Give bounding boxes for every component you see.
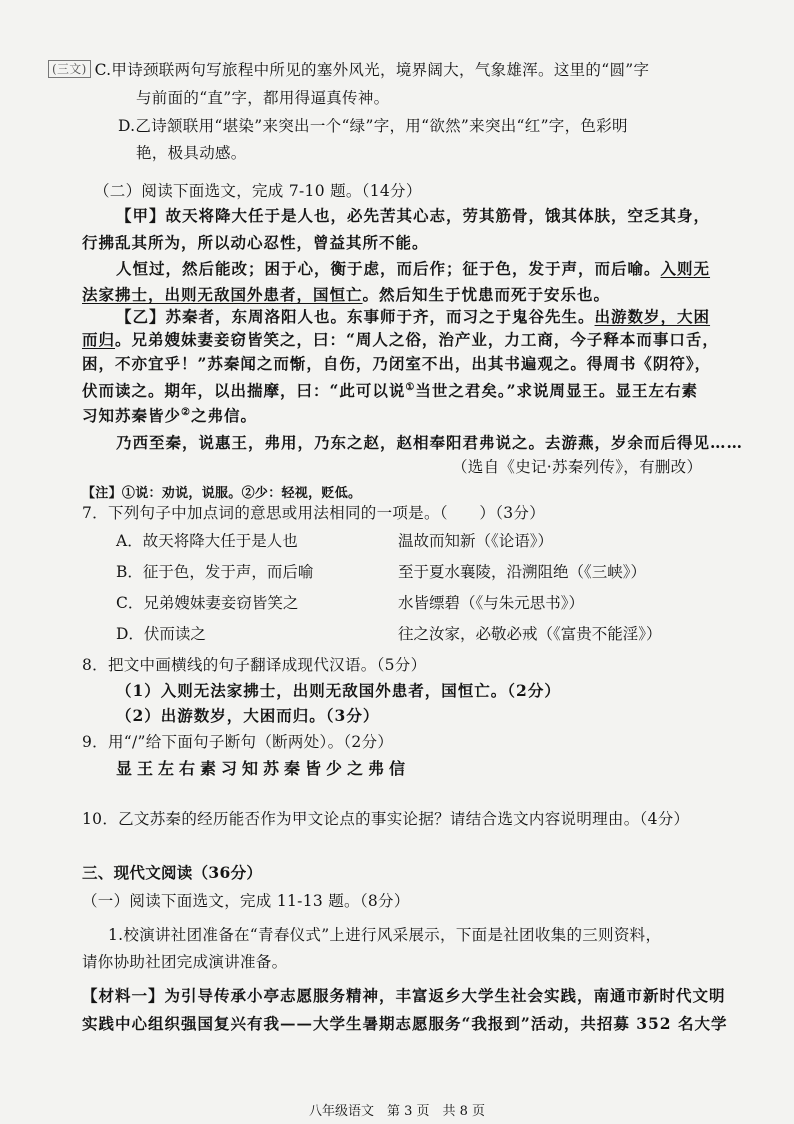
- jia-p1-line2: 行拂乱其所为，所以动心忍性，曾益其所不能。: [82, 233, 429, 252]
- q9-sentence: 显王左右素习知苏秦皆少之弗信: [116, 759, 411, 778]
- yi-line6: 乃西至秦，说惠王，弗用，乃东之赵，赵相奉阳君弗说之。去游燕，岁余而后得见……: [116, 433, 744, 452]
- option-c-line2: 与前面的“直”字，都用得逼真传神。: [136, 89, 390, 107]
- q7-option-b-right: 至于夏水襄陵，沿溯阻绝（《三峡》）: [398, 563, 647, 581]
- yi-line3: 困，不亦宜乎！”苏秦闻之而惭，自伤，乃闭室不出，出其书遍观之。得周书《阴符》，: [82, 354, 712, 373]
- q7-stem: 7．下列句子中加点词的意思或用法相同的一项是。（ ）（3分）: [82, 504, 546, 522]
- option-d-line1: D.乙诗颔联用“堪染”来突出一个“绿”字，用“欲然”来突出“红”字，色彩明: [118, 117, 628, 135]
- option-d-line2: 艳，极具动感。: [136, 144, 247, 162]
- underlined-sentence-2b: 而归: [82, 330, 116, 349]
- jia-p2-line2: 法家拂士，出则无敌国外患者，国恒亡。然后知生于忧患而死于安乐也。: [82, 285, 611, 304]
- header-stamp: (三文): [48, 60, 91, 78]
- q7-option-b-left: B．征于色，发于声，而后喻: [116, 563, 314, 581]
- q8-sentence-2: （2）出游数岁，大困而归。（3分）: [116, 706, 380, 725]
- intro-line2: 请你协助社团完成演讲准备。: [82, 953, 288, 971]
- yi-line1: 【乙】苏秦者，东周洛阳人也。东事师于齐，而习之于鬼谷先生。出游数岁，大困: [116, 307, 711, 326]
- option-c-line1: (三文) C.甲诗颈联两句写旅程中所见的塞外风光，境界阔大，气象雄浑。这里的“圆”字: [48, 59, 649, 81]
- q7-option-a-right: 温故而知新（《论语》）: [398, 532, 554, 550]
- underlined-sentence-1a: 入则无: [660, 259, 711, 278]
- material-1-line1: 【材料一】为引导传承小亭志愿服务精神，丰富返乡大学生社会实践，南通市新时代文明: [82, 986, 726, 1005]
- q7-option-d-left: D．伏而读之: [116, 625, 206, 643]
- q10-stem: 10．乙文苏秦的经历能否作为甲文论点的事实论据？请结合选文内容说明理由。（4分）: [82, 810, 690, 828]
- yi-line5: 习知苏秦皆少②之弗信。: [82, 406, 257, 426]
- underlined-sentence-1b: 法家拂士，出则无敌国外患者，国恒亡: [82, 285, 363, 304]
- source-citation: （选自《史记·苏秦列传》，有删改）: [452, 458, 703, 476]
- yi-line4: 伏而读之。期年，以出揣摩，曰：“此可以说①当世之君矣。”求说周显王。显王左右素: [82, 381, 699, 401]
- q8-sentence-1: （1）入则无法家拂士，出则无敌国外患者，国恒亡。（2分）: [116, 681, 561, 700]
- footnote: 【注】①说：劝说，说服。②少：轻视，贬低。: [82, 486, 362, 501]
- jia-label: 【甲】: [116, 206, 166, 225]
- q7-option-c-right: 水皆缥碧（《与朱元思书》）: [398, 594, 585, 612]
- q7-option-d-right: 往之汝家，必敬必戒（《富贵不能淫》）: [398, 625, 662, 643]
- intro-line1: 1.校演讲社团准备在“青春仪式”上进行风采展示，下面是社团收集的三则资料，: [108, 926, 662, 944]
- jia-p1-line1: 【甲】故天将降大任于是人也，必先苦其心志，劳其筋骨，饿其体肤，空乏其身，: [116, 206, 711, 225]
- underlined-sentence-2a: 出游数岁，大困: [594, 307, 711, 326]
- q7-option-a-left: A．故天将降大任于是人也: [116, 532, 298, 550]
- section-3-heading: 三、现代文阅读（36分）: [82, 863, 263, 882]
- q7-option-c-left: C．兄弟嫂妹妻妾窃皆笑之: [116, 594, 299, 612]
- yi-label: 【乙】: [116, 307, 166, 326]
- page-footer: 八年级语文 第 3 页 共 8 页: [308, 1104, 486, 1119]
- section-3-sub-heading: （一）阅读下面选文，完成 11-13 题。（8分）: [82, 892, 410, 910]
- q8-stem: 8．把文中画横线的句子翻译成现代汉语。（5分）: [82, 656, 427, 674]
- jia-p2-line1: 人恒过，然后能改；困于心，衡于虑，而后作；征于色，发于声，而后喻。入则无: [116, 259, 711, 278]
- material-1-label: 【材料一】: [82, 986, 165, 1005]
- yi-line2: 而归。兄弟嫂妹妻妾窃皆笑之，曰：“周人之俗，治产业，力工商，今子释本而事口舌，: [82, 330, 719, 349]
- material-1-line2: 实践中心组织强国复兴有我——大学生暑期志愿服务“我报到”活动，共招募 352 名大学: [82, 1014, 728, 1033]
- q9-stem: 9．用“/”给下面句子断句（断两处）。（2分）: [82, 733, 394, 751]
- section-2-heading: （二）阅读下面选文，完成 7-10 题。（14分）: [94, 182, 422, 200]
